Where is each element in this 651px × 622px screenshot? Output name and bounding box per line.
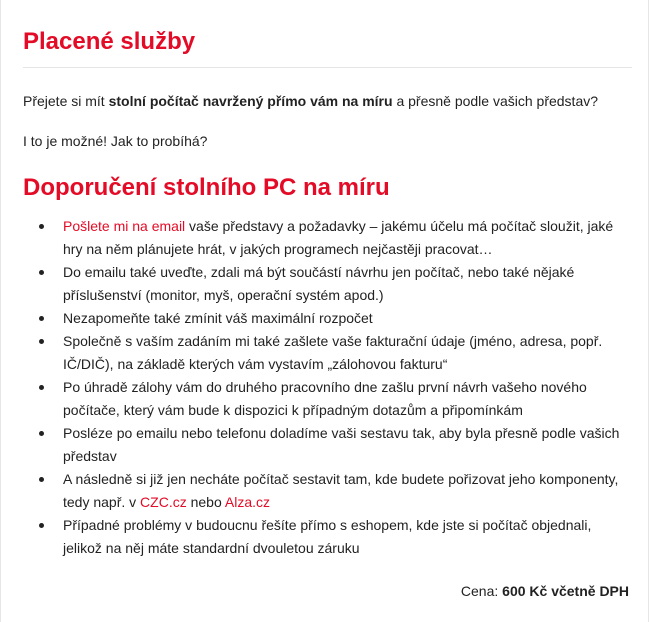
list-item: Nezapomeňte také zmínit váš maximální rozpočet [63, 307, 623, 330]
intro-question: I to je možné! Jak to probíhá? [23, 133, 208, 149]
list-item: Do emailu také uveďte, zdali má být součástí návrhu jen počítač, nebo také nějaké příslušenství (monitor, myš, operační systém apod.) [63, 261, 623, 307]
list-item: Společně s vaším zadáním mi také zašlete vaše fakturační údaje (jméno, adresa, popř. IČ/DIČ), na základě kterých vám vystavím „zálohovou fakturu“ [63, 330, 623, 376]
title-divider [23, 67, 632, 68]
list-item: Po úhradě zálohy vám do druhého pracovního dne zašlu první návrh vašeho nového počítače, který vám bude k dispozici k případným dotazům a připomínkám [63, 376, 623, 422]
section-title: Doporučení stolního PC na míru [23, 174, 390, 201]
send-email-link[interactable]: Pošlete mi na email [63, 218, 186, 234]
intro-text-bold: stolní počítač navržený přímo vám na míru [108, 93, 393, 109]
list-item: Posléze po emailu nebo telefonu doladíme vaši sestavu tak, aby byla přesně podle vašich představ [63, 422, 623, 468]
list-item-text: vaše představy a požadavky – jakému účelu má počítač sloužit, jaké hry na něm plánujete hrát, v jakých programech nejčastěji pracovat… [63, 218, 614, 257]
price-line [461, 581, 629, 601]
list-item-text: nebo [186, 494, 225, 510]
list-item: Případné problémy v budoucnu řešíte přímo s eshopem, kde jste si počítač objednali, jelikož na něj máte standardní dvouletou záruku [63, 514, 623, 560]
alza-link[interactable]: Alza.cz [224, 494, 270, 510]
intro-text-before: Přejete si mít [23, 93, 109, 109]
price-label: Cena: [460, 583, 503, 599]
list-item [63, 468, 623, 514]
steps-list [23, 215, 623, 560]
page-title: Placené služby [23, 28, 196, 55]
list-item [63, 215, 623, 261]
czc-link[interactable]: CZC.cz [140, 494, 187, 510]
list-item-text: A následně si již jen necháte počítač sestavit tam, kde budete pořizovat jeho komponenty, tedy např. v [63, 471, 619, 510]
price-value: 600 Kč včetně DPH [502, 583, 629, 599]
intro-paragraph [23, 91, 598, 111]
intro-text-after: a přesně podle vašich představ? [392, 93, 599, 109]
